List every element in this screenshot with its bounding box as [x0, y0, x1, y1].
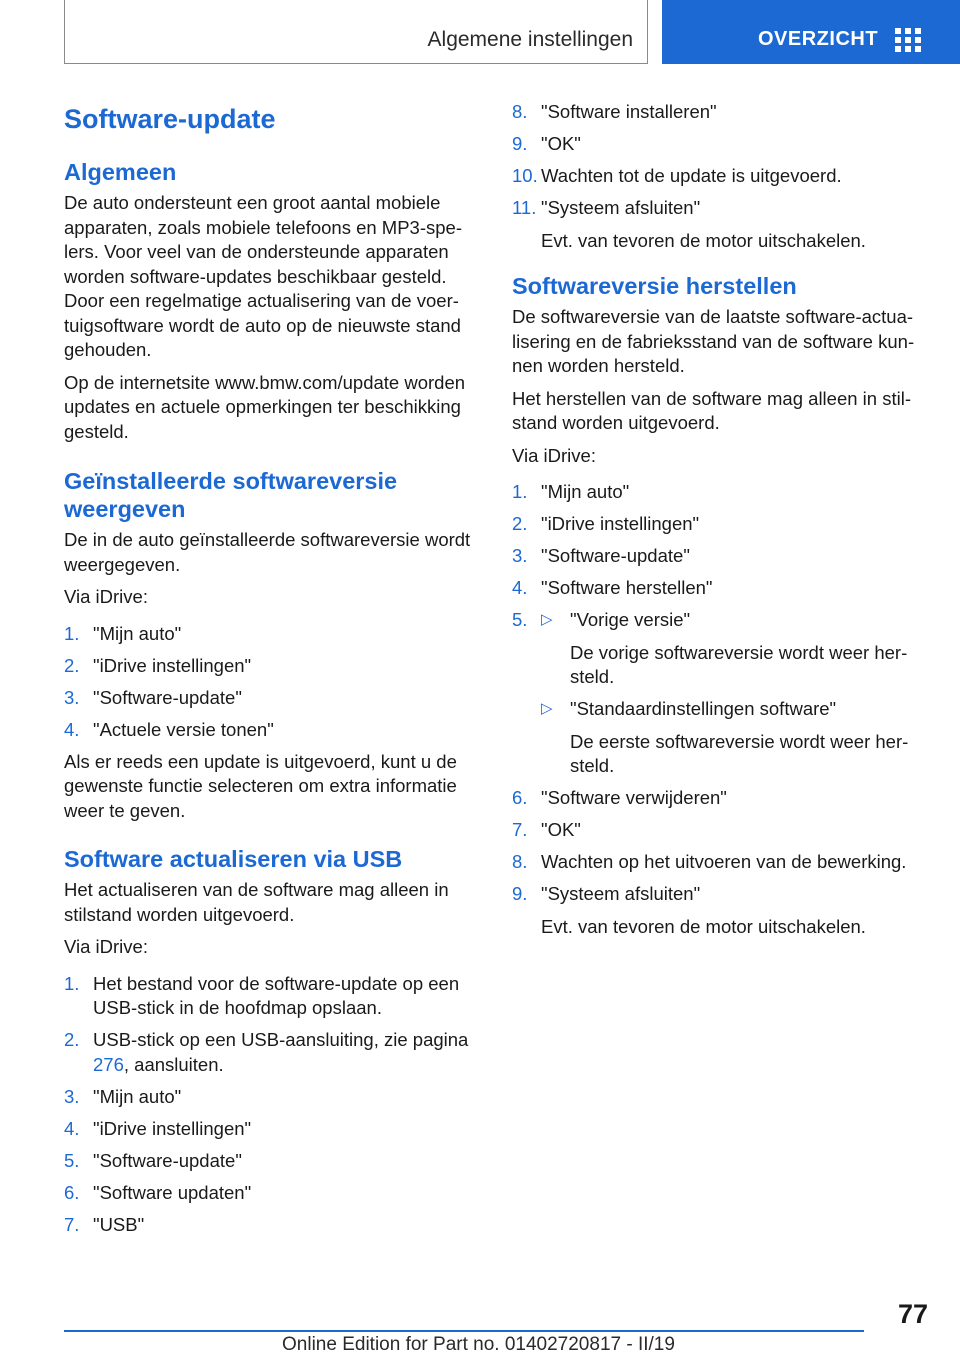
paragraph: De auto ondersteunt een groot aantal mobiele apparaten, zoals mobiele telefoons en MP3-spelers. Voor veel van de ondersteunde apparaten worden software-updates beschikbaar gesteld. Door een regelmatige actualisering van de voertuigsoftware wordt de auto op de nieuwste stand gehouden.: [64, 192, 462, 360]
left-column: [64, 100, 484, 1245]
step-number: 4.: [512, 577, 528, 598]
page-reference-link[interactable]: 276: [93, 1053, 124, 1075]
footer-divider: [64, 1330, 864, 1332]
step-number: 8.: [512, 101, 528, 122]
step-number: 3.: [64, 686, 80, 708]
steps-list: [64, 1085, 484, 1238]
list-item: [64, 622, 484, 647]
paragraph: Het actualiseren van de software mag alleen in stilstand worden uitgevoerd.: [64, 879, 449, 925]
step-number: 5.: [512, 609, 528, 630]
step-number: 1.: [64, 972, 80, 994]
step-text: "Mijn auto": [93, 622, 182, 644]
section-heading-restore: Softwareversie herstellen: [512, 273, 797, 299]
list-item: [512, 100, 932, 125]
list-item: [512, 786, 932, 811]
step-text: "Mijn auto": [93, 1085, 182, 1107]
step-number: 7.: [64, 1213, 80, 1235]
steps-list: [512, 786, 932, 875]
section-heading-usb: Software actualiseren via USB: [64, 846, 403, 872]
paragraph: Als er reeds een update is uitgevoerd, kunt u de gewenste functie selecteren om extra informatie weer te geven.: [64, 750, 457, 821]
option-description: De eerste softwareversie wordt weer hersteld.: [570, 730, 909, 776]
step-number: 8.: [512, 851, 528, 872]
step-number: 3.: [64, 1085, 80, 1107]
step-note: Evt. van tevoren de motor uitschakelen.: [541, 915, 866, 937]
step-text: "Actuele versie tonen": [93, 718, 274, 740]
list-item: [512, 132, 932, 157]
triangle-right-icon: ▷: [541, 611, 553, 628]
step-text: "Mijn auto": [541, 481, 630, 502]
steps-list: [512, 480, 932, 601]
step-text: "Software-update": [541, 545, 690, 566]
overview-label: OVERZICHT: [758, 28, 879, 50]
list-item: [64, 1181, 484, 1206]
step-text: "Software verwijderen": [541, 787, 727, 808]
list-item: [64, 718, 484, 743]
list-item: [512, 818, 932, 843]
triangle-right-icon: ▷: [541, 700, 553, 717]
section-heading-installed: Geïnstalleerde softwareversie weergeven: [64, 468, 398, 522]
step-number: 2.: [64, 1029, 80, 1050]
step-text: "Software-update": [93, 1149, 242, 1171]
option-label: "Standaardinstellingen software": [570, 698, 837, 719]
step-text: "Systeem afsluiten": [541, 883, 701, 904]
step-number: 2.: [64, 654, 80, 676]
right-column: [512, 100, 932, 947]
step-text: USB-stick op een USB-aansluiting, zie pagina: [93, 1029, 469, 1050]
step-text: Wachten op het uitvoeren van de bewerking.: [541, 851, 907, 872]
grid-icon: [895, 28, 921, 52]
paragraph: Op de internetsite www.bmw.com/update worden updates en actuele opmerkingen ter beschikking gesteld.: [64, 371, 466, 442]
step-number: 5.: [64, 1149, 80, 1171]
step-text: "OK": [541, 133, 581, 154]
list-item: [512, 544, 932, 569]
list-item: [64, 1028, 484, 1077]
step-text: "iDrive instellingen": [93, 654, 252, 676]
via-idrive-label: Via iDrive:: [512, 444, 596, 466]
option-item: [541, 697, 932, 779]
step-number: 6.: [512, 787, 528, 808]
step-text: "iDrive instellingen": [93, 1117, 252, 1139]
list-item: [64, 1085, 484, 1110]
steps-list: [64, 972, 484, 1078]
overview-button[interactable]: [662, 0, 960, 64]
section-tab[interactable]: [64, 0, 648, 64]
via-idrive-label: Via iDrive:: [64, 936, 148, 957]
option-item: [541, 608, 932, 690]
list-item: [64, 1117, 484, 1142]
edition-text: Online Edition for Part no. 01402720817 - II/19: [282, 1334, 675, 1355]
section-heading-general: Algemeen: [64, 159, 177, 185]
step-number: 9.: [512, 133, 528, 154]
step-number: 11.: [512, 197, 537, 218]
step-text: , aansluiten.: [123, 1053, 224, 1075]
step-text: "Systeem afsluiten": [541, 197, 701, 218]
step-text: "Software-update": [93, 686, 242, 708]
step-text: "iDrive instellingen": [541, 513, 700, 534]
list-item: [512, 480, 932, 505]
list-item: [64, 972, 484, 1021]
step-text: "OK": [541, 819, 581, 840]
list-item: [64, 1149, 484, 1174]
list-item: [512, 512, 932, 537]
list-item: [512, 164, 932, 189]
list-item: [512, 576, 932, 601]
page-title: Software-update: [64, 104, 276, 134]
option-list: [541, 608, 932, 779]
list-item: [512, 882, 932, 939]
page-number: 77: [897, 1299, 928, 1329]
step-number: 4.: [64, 1117, 80, 1139]
paragraph: De softwareversie van de laatste software-actualisering en de fabrieksstand van de software kunnen worden hersteld.: [512, 306, 915, 376]
steps-list: [64, 622, 484, 743]
step-text: Het bestand voor de software-update op een USB-stick in de hoofdmap opslaan.: [93, 972, 460, 1018]
step-number: 10.: [512, 165, 538, 186]
step-text: "Software installeren": [541, 101, 717, 122]
list-item: [64, 654, 484, 679]
list-item: [512, 608, 932, 779]
step-number: 1.: [512, 481, 528, 502]
list-item: [512, 850, 932, 875]
option-description: De vorige softwareversie wordt weer hersteld.: [570, 641, 908, 687]
step-text: "Software updaten": [93, 1181, 252, 1203]
list-item: [64, 1213, 484, 1238]
paragraph: Het herstellen van de software mag alleen in stilstand worden uitgevoerd.: [512, 387, 911, 433]
step-number: 2.: [512, 513, 528, 534]
step-number: 6.: [64, 1181, 80, 1203]
step-number: 9.: [512, 883, 528, 904]
paragraph: De in de auto geïnstalleerde softwareversie wordt weergegeven.: [64, 529, 471, 575]
step-number: 7.: [512, 819, 528, 840]
page-header: [0, 0, 960, 66]
step-text: Wachten tot de update is uitgevoerd.: [541, 165, 842, 186]
step-number: 4.: [64, 718, 80, 740]
step-text: "USB": [93, 1213, 145, 1235]
step-number: 3.: [512, 545, 528, 566]
steps-list: [512, 882, 932, 939]
option-label: "Vorige versie": [570, 609, 691, 630]
steps-list: [512, 196, 932, 253]
list-item: [64, 686, 484, 711]
section-title: Algemene instellingen: [427, 28, 633, 51]
step-note: Evt. van tevoren de motor uitschakelen.: [541, 229, 866, 251]
steps-list: [512, 100, 932, 189]
footer-edition: [282, 1334, 675, 1356]
list-item: [512, 196, 932, 253]
via-idrive-label: Via iDrive:: [64, 586, 148, 607]
steps-list: [512, 608, 932, 779]
step-number: 1.: [64, 622, 80, 644]
step-text: "Software herstellen": [541, 577, 713, 598]
